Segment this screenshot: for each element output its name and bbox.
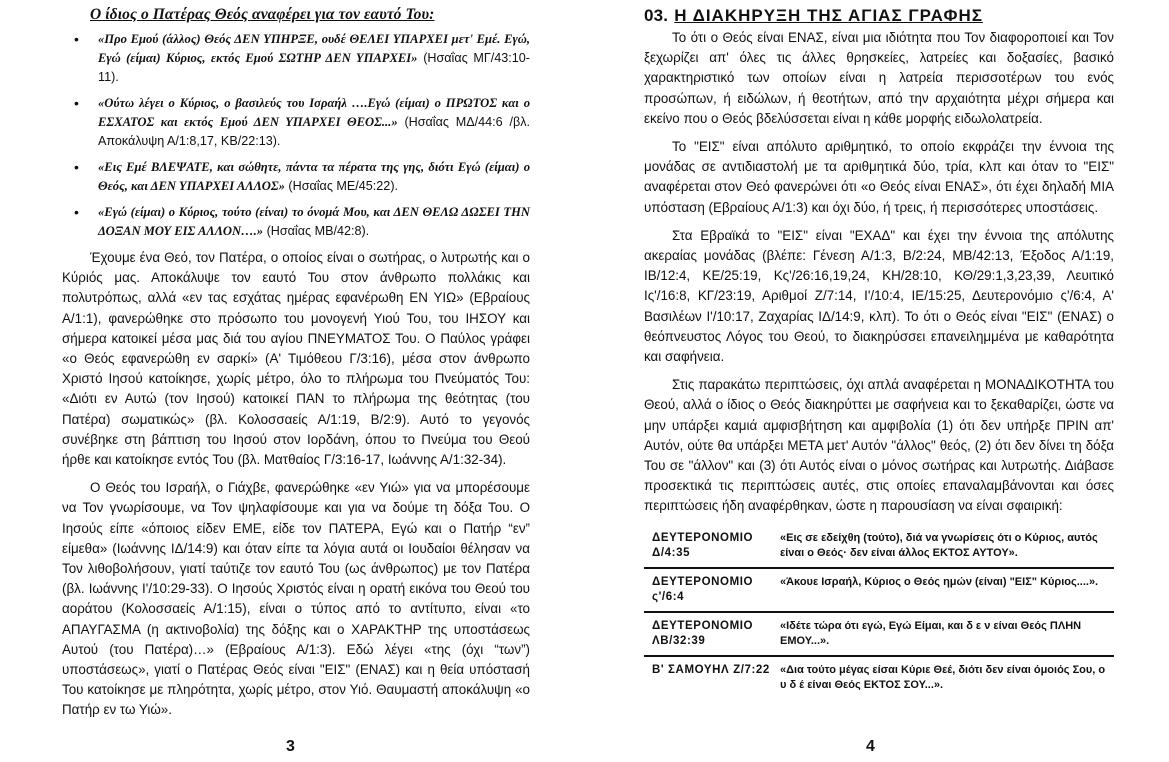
bullet-icon: • xyxy=(74,31,79,47)
scripture-reference: (Ησαΐας ΜΔ/44:6 /βλ. Αποκάλυψη Α/1:8,17, ΚΒ/22:13). xyxy=(98,115,530,148)
reference-book: ΔΕΥΤΕΡΟΝΟΜΙΟ ς'/6:4 xyxy=(652,575,754,604)
body-paragraph: Το ότι ο Θεός είναι ΕΝΑΣ, είναι μια ιδιότητα που Τον διαφοροποιεί και Τον ξεχωρίζει απ' όλες τις άλλες θρησκείες, λατρείες και δοξασίες, βασικό χαρακτηριστικό των οποίων είναι η λατρεία περισσοτέρων του ενός προσώπων, ή ειδώλων, ή θεοτήτων, από την αρχαιότητα μέχρι σήμερα και εκείνο που ο Θεός βδελύσσεται είναι η κάθε μορφής ειδωλολατρεία. xyxy=(644,30,1114,126)
list-item xyxy=(62,158,530,196)
list-item xyxy=(62,94,530,151)
body-paragraph: Στα Εβραϊκά το "ΕΙΣ" είναι "ΕΧΑΔ" και έχει την έννοια της απόλυτης ακεραίας μονάδας (βλέπε: Γένεση Α/1:3, Β/2:24, ΜΒ/42:13, Έξοδος Α/1:19, ΙΒ/12:4, ΚΕ/25:19, Κς'/26:16,19,24, ΚΗ/28:10, ΚΘ/29:1,3,23,39, Λευιτικό Ις'/16:8, ΚΓ/23:19, Αριθμοί Ζ/7:14, Ι'/10:4, ΙΕ/15:25, Δευτερονόμιο ς'/6:4, Α' Βασιλέων Ι'/10:17, Ζαχαρίας ΙΔ/14:9, κλπ). Το ότι ο Θεός είναι "ΕΙΣ" (ΕΝΑΣ) ο θεόπνευστος Λόγος του Θεού, το διακηρύσσει επανειλημμένα με καθαρότητα και σαφήνεια. xyxy=(644,227,1114,365)
scripture-bullet-list xyxy=(62,30,530,241)
reference-book: ΔΕΥΤΕΡΟΝΟΜΙΟ ΛΒ/32:39 xyxy=(652,619,754,648)
left-page-heading: Ο ίδιος ο Πατέρας Θεός αναφέρει για τον εαυτό Του: xyxy=(90,6,435,23)
reference-quote: «Άκουε Ισραήλ, Κύριος ο Θεός ημών (είναι) "ΕΙΣ" Κύριος....». xyxy=(780,575,1099,588)
scripture-quote: «Ούτω λέγει ο Κύριος, ο βασιλεύς του Ισραήλ ….Εγώ (είμαι) ο ΠΡΩΤΟΣ και ο ΕΣΧΑΤΟΣ και εκτός Εμού ΔΕΝ ΥΠΑΡΧΕΙ ΘΕΟΣ...» xyxy=(98,96,530,129)
body-paragraph: Στις παρακάτω περιπτώσεις, όχι απλά αναφέρεται η ΜΟΝΑΔΙΚΟΤΗΤΑ του Θεού, αλλά ο ίδιος ο Θεός διακηρύττει με σαφήνεια και το ξεκαθαρίζει, ώστε να μην υπάρξει καμιά αμφισβήτηση και αμφιβολία (1) ότι δεν υπήρξε ΠΡΙΝ απ' Αυτόν, ούτε θα υπάρξει ΜΕΤΑ μετ' Αυτόν "άλλος" θεός, (2) ότι δεν δίνει τη δόξα Του σε "άλλον" και (3) ότι Αυτός είναι ο μόνος σωτήρας και λυτρωτής. Διάβασε προσεκτικά τις περιπτώσεις αυτές, στις οποίες επαναλαμβάνονται και όσες περιπτώσεις ήδη αναφέρθηκαν, ώστε η παρουσίαση να είναι σφαιρική: xyxy=(644,377,1114,514)
scripture-quote: «Εγώ (είμαι) ο Κύριος, τούτο (είναι) το όνομά Μου, και ΔΕΝ ΘΕΛΩ ΔΩΣΕΙ ΤΗΝ ΔΟΞΑΝ ΜΟΥ ΕΙΣ ΑΛΛΟΝ….» xyxy=(98,205,530,238)
scripture-quote: «Εις Εμέ ΒΛΕΨΑΤΕ, και σώθητε, πάντα τα πέρατα της γης, διότι Εγώ (είμαι) ο Θεός, και ΔΕΝ ΥΠΑΡΧΕΙ ΑΛΛΟΣ» xyxy=(98,160,530,193)
scripture-reference: (Ησαΐας ΜΓ/43:10-11). xyxy=(98,51,531,84)
section-title-text: Η ΔΙΑΚΗΡΥΞΗ ΤΗΣ ΑΓΙΑΣ ΓΡΑΦΗΣ xyxy=(674,6,983,25)
bullet-icon: • xyxy=(74,204,79,220)
table-row xyxy=(644,612,1114,656)
section-title xyxy=(644,6,1114,26)
scripture-quote: «Προ Εμού (άλλος) Θεός ΔΕΝ ΥΠΗΡΞΕ, ουδέ ΘΕΛΕΙ ΥΠΑΡΧΕΙ μετ' Εμέ. Εγώ, Εγώ (είμαι) Κύριος, εκτός Εμού ΣΩΤΗΡ ΔΕΝ ΥΠΑΡΧΕΙ» xyxy=(98,32,530,65)
left-page xyxy=(62,6,530,756)
table-row xyxy=(644,525,1114,568)
bullet-icon: • xyxy=(74,159,79,175)
body-paragraph: Ο Θεός του Ισραήλ, ο Γιάχβε, φανερώθηκε «εν Υιώ» για να μπορέσουμε να Τον γνωρίσουμε, να Τον ψηλαφίσουμε και για να δούμε τη δόξα Του. Ο Ιησούς είπε «όποιος είδεν ΕΜΕ, είδε τον ΠΑΤΕΡΑ, Εγώ και ο Πατήρ “εν” είμεθα» (Ιωάννης ΙΔ/14:9) και όταν είπε τα λόγια αυτά οι Ιουδαίοι θέλησαν να Τον λιθοβολήσουν, γιατί ταύτιζε τον εαυτό Του (ως άνθρωπος) με τον Πατέρα (βλ. Ιωάννης Ι'/10:29-33). Ο Ιησούς Χριστός είναι η ορατή εικόνα του Θεού του αοράτου (Κολοσσαείς Α/1:15), είναι ο τύπος από το αντίτυπο, είναι «το ΑΠΑΥΓΑΣΜΑ (η ακτινοβολία) της δόξης και ο ΧΑΡΑΚΤΗΡ της υποστάσεως Αυτού (του Πατέρα)…» (Εβραίους Α/1:3). Εδώ λέγει «της (όχι “των”) υποστάσεως», γιατί ο Πατέρας Θεός είναι "ΕΙΣ" (ΕΝΑΣ) και η θεία υπόστασή Του κατοίκησε με πληρότητα, χωρίς μέτρο, στον Υιό. Θαυμαστή αποκάλυψη «ο Πατήρ εν τω Υιώ». xyxy=(62,480,530,718)
scripture-reference: (Ησαΐας ΜΒ/42:8). xyxy=(266,224,370,238)
page-number: 3 xyxy=(286,738,295,755)
reference-book: Β' ΣΑΜΟΥΗΛ Ζ/7:22 xyxy=(652,663,770,676)
reference-book: ΔΕΥΤΕΡΟΝΟΜΙΟ Δ/4:35 xyxy=(652,531,754,560)
list-item xyxy=(62,203,530,241)
table-row xyxy=(644,568,1114,612)
list-item xyxy=(62,30,530,87)
bullet-icon: • xyxy=(74,95,79,111)
right-page xyxy=(644,6,1114,756)
body-paragraph: Το "ΕΙΣ" είναι απόλυτο αριθμητικό, το οποίο εκφράζει την έννοια της μονάδας σε αντιδιαστολή με τα αριθμητικά δύο, τρία, κλπ και όταν το "ΕΙΣ" αναφέρεται στον Θεό φανερώνει ότι «ο Θεός είναι ΕΝΑΣ», ότι έχει δηλαδή ΜΙΑ υπόσταση (Εβραίους Α/1:3) και όχι δύο, ή τρεις, ή περισσότερες υποστάσεις. xyxy=(644,139,1114,215)
scripture-reference: (Ησαΐας ΜΕ/45:22). xyxy=(288,179,399,193)
body-paragraph: Έχουμε ένα Θεό, τον Πατέρα, ο οποίος είναι ο σωτήρας, ο λυτρωτής και ο Κύριός μας. Αποκάλυψε τον εαυτό Του στον άνθρωπο πολλάκις και πολυτρόπως, αλλά «εν τας εσχάτας ημέρας εφανέρωθη ΕΝ ΥΙΩ» (Εβραίους Α/1:1), φανερώθηκε στο πρόσωπο του μονογενή Υιού Του, του ΙΗΣΟΥ και σήμερα κατοικεί μέσα μας διά του αγίου ΠΝΕΥΜΑΤΟΣ Του. Ο Παύλος γράφει «ο Θεός εφανερώθη εν σαρκί» (Α' Τιμόθεου Γ/3:16), μέσα στον άνθρωπο Χριστό Ιησού κατοίκησε, χωρίς μέτρο, όλο το πλήρωμα του Πνεύματός Του: «Διότι εν Αυτώ (τον Ιησού) κατοικεί ΠΑΝ το πλήρωμα της θεότητας (του Πατέρα) σωματικώς» (βλ. Κολοσσαείς Α/1:19, Β/2:9). Αυτό το γεγονός συνέβηκε στη βάπτιση του Ιησού στον Ιορδάνη, όπου το Πνεύμα του Θεού ήρθε και κατοίκησε εντός Του (βλ. Ματθαίος Γ/3:16-17, Ιωάννης Α/1:32-34). xyxy=(62,250,530,468)
scripture-reference-table xyxy=(644,525,1114,699)
section-number: 03. xyxy=(644,6,669,25)
reference-quote: «Εις σε εδείχθη (τούτο), διά να γνωρίσεις ότι ο Κύριος, αυτός είναι ο Θεός· δεν είναι άλλος ΕΚΤΟΣ ΑΥΤΟΥ». xyxy=(780,531,1098,560)
reference-quote: «Δια τούτο μέγας είσαι Κύριε Θεέ, διότι δεν είναι όμοιός Σου, ο υ δ έ είναι Θεός ΕΚΤΟΣ ΣΟΥ...». xyxy=(780,663,1106,692)
page-number: 4 xyxy=(866,738,875,755)
reference-quote: «Ιδέτε τώρα ότι εγώ, Εγώ Είμαι, και δ ε ν είναι Θεός ΠΛΗΝ ΕΜΟΥ...». xyxy=(780,619,1082,648)
table-row xyxy=(644,656,1114,699)
